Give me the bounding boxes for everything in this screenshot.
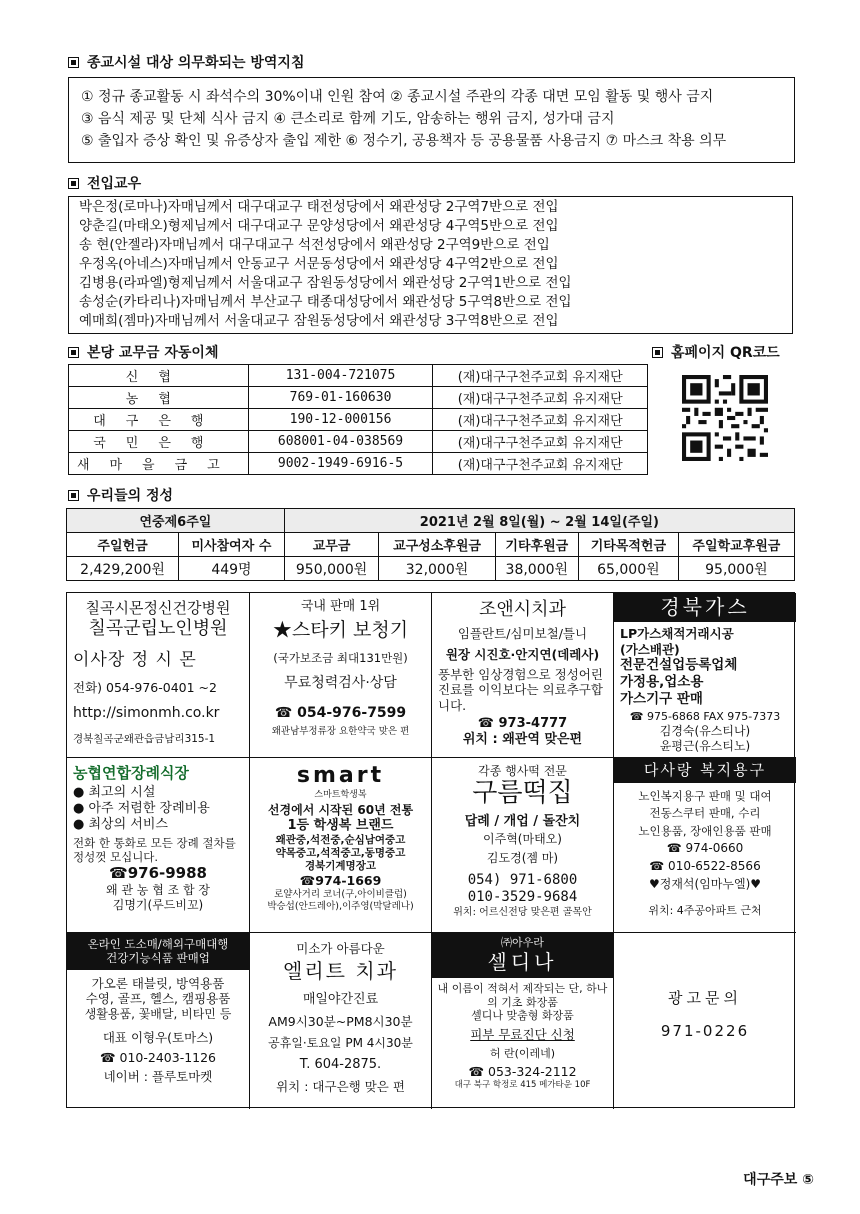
bank-row: 새마을금고 9002-1949-6916-5 (재)대구구천주교회 유지재단 bbox=[69, 453, 648, 475]
offering-value: 32,000원 bbox=[379, 557, 495, 581]
rules-box bbox=[68, 77, 795, 163]
ad-elite-dental: 미소가 아름다운 엘리트 치과 매일야간진료 AM9시30분~PM8시30분 공휴일·토요일 PM 4시30분 T. 604-2875. 위치 : 대구은행 맞은 편 bbox=[250, 933, 432, 1109]
page-footer: 대구주보 ⑤ bbox=[743, 1172, 814, 1188]
transfer-line: 박은정(로마나)자매님께서 대구대교구 태전성당에서 왜관성당 2구역7반으로 전입 bbox=[79, 199, 559, 215]
offering-value: 950,000원 bbox=[284, 557, 379, 581]
offering-header: 주일헌금 bbox=[67, 533, 179, 557]
offering-value: 65,000원 bbox=[578, 557, 678, 581]
bank-row: 신협 131-004-721075 (재)대구구천주교회 유지재단 bbox=[69, 365, 648, 387]
rule-line: ③ 음식 제공 및 단체 식사 금지 ④ 큰소리로 함께 기도, 암송하는 행위 금지, 성가대 금지 bbox=[81, 111, 615, 127]
rule-line: ① 정규 종교활동 시 좌석수의 30%이내 인원 참여 ② 종교시설 주관의 각종 대면 모임 활동 및 행사 금지 bbox=[81, 89, 714, 105]
offering-header: 주일학교후원금 bbox=[678, 533, 794, 557]
offering-period: 2021년 2월 8일(월) ~ 2월 14일(주일) bbox=[284, 509, 794, 533]
ad-gureum-rice-cake: 각종 행사떡 전문 구름떡집 답례 / 개업 / 돌잔치 이주혁(마태오) 김도경(젬 마) 054) 971-6800 010-3529-9684 위치: 어르신전당 맞은편 골목안 bbox=[432, 758, 614, 933]
ad-starkey-hearing: 국내 판매 1위 ★스타키 보청기 (국가보조금 최대131만원) 무료청력검사·상담 ☎ 054-976-7599 왜관남부정류장 요한약국 맞은 편 bbox=[250, 593, 432, 758]
bank-row: 국민은행 608001-04-038569 (재)대구구천주교회 유지재단 bbox=[69, 431, 648, 453]
offering-table bbox=[66, 508, 795, 581]
transfer-line: 김병용(라파엘)형제님께서 서울대교구 잠원동성당에서 왜관성당 2구역1반으로 전입 bbox=[79, 275, 572, 291]
transfer-line: 송 현(안젤라)자매님께서 대구대교구 석전성당에서 왜관성당 2구역9반으로 전입 bbox=[79, 237, 550, 253]
offering-header: 기타목적헌금 bbox=[578, 533, 678, 557]
ad-dasarang-welfare: 다사랑 복지용구 노인복지용구 판매 및 대여 전동스쿠터 판매, 수리 노인용품, 장애인용품 판매 ☎ 974-0660 ☎ 010-6522-8566 ♥정재석(임마누엘)♥ 위치: 4주공아파트 근처 bbox=[614, 758, 796, 933]
ad-inquiry: 광고문의 971-0226 bbox=[660, 989, 750, 1040]
ad-smart-uniform: smart 스마트학생복 선경에서 시작된 60년 전통 1등 학생복 브랜드 왜관중,석전중,순심남여중고 약목중고,석적중고,동명중고 경북기계명장고 ☎974-1669 로얄사거리 코너(구,아이비클럽) 박승섭(안드레아),이주영(막달레나) bbox=[250, 758, 432, 933]
offering-section-title: 우리들의 정성 bbox=[68, 485, 173, 505]
transfer-line: 예매희(젬마)자매님께서 서울대교구 잠원동성당에서 왜관성당 3구역8반으로 전입 bbox=[79, 313, 559, 329]
transfer-line: 송성순(카타리나)자매님께서 부산교구 태종대성당에서 왜관성당 5구역8반으로 전입 bbox=[79, 294, 572, 310]
ads-grid bbox=[66, 592, 795, 1108]
qr-section-title: 홈페이지 QR코드 bbox=[652, 342, 780, 362]
offering-value: 449명 bbox=[179, 557, 285, 581]
transfer-line: 양춘길(마태오)형제님께서 대구대교구 문양성당에서 왜관성당 4구역5반으로 전입 bbox=[79, 218, 559, 234]
transfer-box bbox=[68, 196, 793, 334]
homepage-qr-code[interactable] bbox=[682, 375, 768, 461]
ad-joansi-dental: 조앤시치과 임플란트/심미보철/틀니 원장 시진호·안지연(데레사) 풍부한 임상경험으로 정성어린 진료를 이익보다는 의료추구합니다. ☎ 973-4777 위치 : 왜관역 맞은편 bbox=[432, 593, 614, 758]
bank-table bbox=[68, 364, 648, 475]
offering-header: 미사참여자 수 bbox=[179, 533, 285, 557]
bank-section-title: 본당 교무금 자동이체 bbox=[68, 342, 218, 362]
rules-section-title: 종교시설 대상 의무화되는 방역지침 bbox=[68, 52, 304, 72]
offering-value: 2,429,200원 bbox=[67, 557, 179, 581]
bank-row: 대구은행 190-12-000156 (재)대구구천주교회 유지재단 bbox=[69, 409, 648, 431]
offering-header: 기타후원금 bbox=[495, 533, 578, 557]
offering-header: 교무금 bbox=[284, 533, 379, 557]
offering-header: 교구성소후원금 bbox=[379, 533, 495, 557]
offering-week: 연중제6주일 bbox=[67, 509, 285, 533]
offering-value: 95,000원 bbox=[678, 557, 794, 581]
bank-row: 농협 769-01-160630 (재)대구구천주교회 유지재단 bbox=[69, 387, 648, 409]
ad-gyeongbuk-gas: 경북가스 LP가스채적거래시공 (가스배관) 전문건설업등록업체 가정용,업소용 가스기구 판매 ☎ 975-6868 FAX 975-7373 김경숙(유스티나) 윤평근(유스티노) bbox=[614, 593, 796, 758]
ad-pluto-market: 온라인 도소매/해외구매대행 건강기능식품 판매업 가오론 태블릿, 방역용품 수영, 골프, 헬스, 캠핑용품 생활용품, 꽃배달, 비타민 등 대표 이형우(토마스) ☎ 010-2403-1126 네이버 : 플루토마켓 bbox=[67, 933, 250, 1109]
ad-nonghyup-funeral: 농협연합장례식장 ● 최고의 시설 ● 아주 저렴한 장례비용 ● 최상의 서비스 전화 한 통화로 모든 장례 절차를 정성껏 모십니다. ☎976-9988 왜 관 농 협 조 합 장 김명기(루드비꼬) bbox=[67, 758, 250, 933]
offering-value: 38,000원 bbox=[495, 557, 578, 581]
rule-line: ⑤ 출입자 증상 확인 및 유증상자 출입 제한 ⑥ 정수기, 공용책자 등 공용물품 사용금지 ⑦ 마스크 착용 의무 bbox=[81, 133, 727, 149]
transfer-section-title: 전입교우 bbox=[68, 173, 141, 193]
transfer-line: 우정옥(아네스)자매님께서 안동교구 서문동성당에서 왜관성당 4구역2반으로 전입 bbox=[79, 256, 559, 272]
ad-simon-hospital: 칠곡시몬정신건강병원 칠곡군립노인병원 이사장 정 시 몬 전화) 054-976-0401 ~2 http://simonmh.co.kr 경북칠곡군왜관읍금남리315-1 bbox=[67, 593, 250, 758]
ad-celdina: ㈜아우라 셀디나 내 이름이 적혀서 제작되는 단, 하나의 기초 화장품 셀디나 맞춤형 화장품 피부 무료진단 신청 허 란(이레네) ☎ 053-324-2112 대구 북구 학정로 415 메가타운 10F bbox=[432, 933, 614, 1109]
